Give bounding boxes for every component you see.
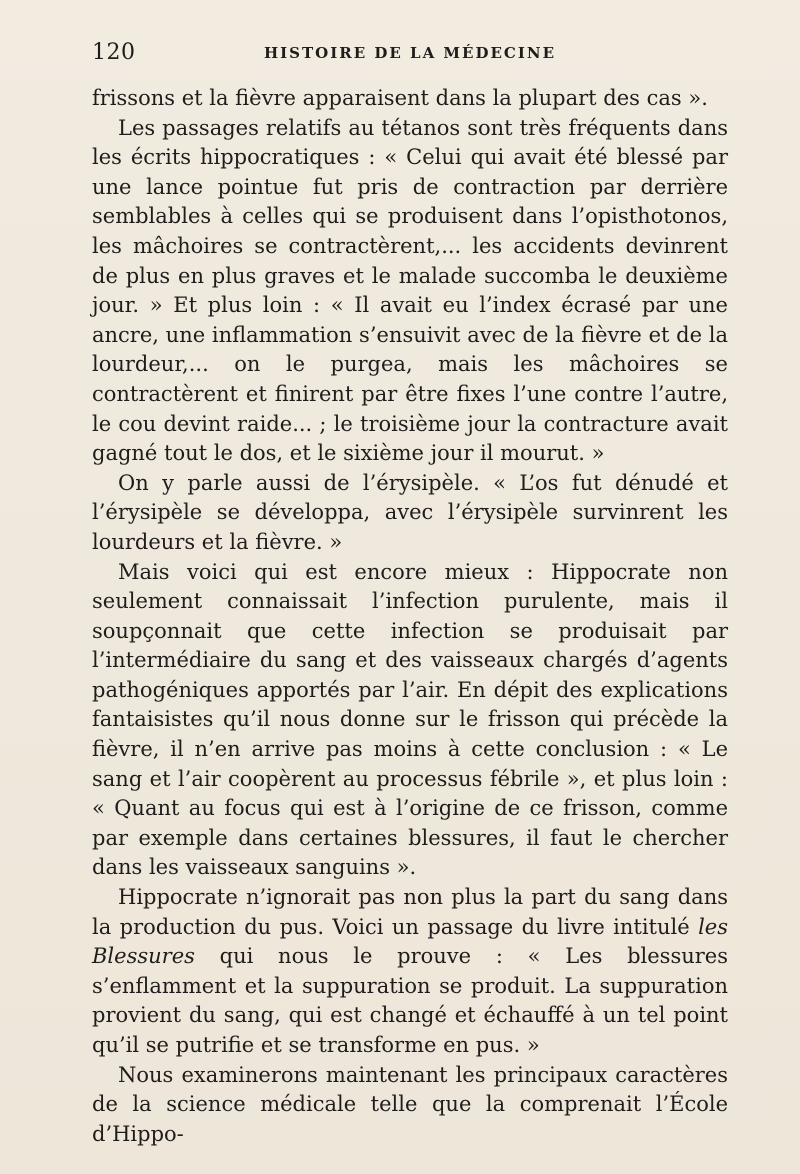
body-text: [92, 84, 728, 1149]
paragraph-continuation: frissons et la fièvre apparaisent dans la plupart des cas ».: [92, 86, 708, 110]
paragraph-pus-production: [92, 883, 728, 1061]
paragraph-pus-text-after: qui nous le prouve : « Les blessures s’enflamment et la suppuration se produit. La suppuration provient du sang, qui est changé et échauffé à un tel point qu’il se putrifie et se transforme en pus. »: [92, 944, 728, 1057]
paragraph-next-section: Nous examinerons maintenant les principaux caractères de la science médicale telle que la comprenait l’École d’Hippo-: [92, 1062, 728, 1146]
book-title-les-blessures: les Blessures: [92, 914, 728, 969]
running-title: HISTOIRE DE LA MÉDECINE: [263, 44, 557, 62]
paragraph-tetanus: Les passages relatifs au tétanos sont très fréquents dans les écrits hippocratiques : « Celui qui avait été blessé par une lance pointue fut pris de contraction par derrière semblables à celles qui se produisent dans l’opisthotonos, les mâchoires se contractèrent,... les accidents devinrent de plus en plus graves et le malade succomba le deuxième jour. » Et plus loin : « Il avait eu l’index écrasé par une ancre, une inflammation s’ensuivit avec de la fièvre et de la lourdeur,... on le purgea, mais les mâchoires se contractèrent et finirent par être fixes l’une contre l’autre, le cou devint raide... ; le troisième jour la contracture avait gagné tout le dos, et le sixième jour il mourut. »: [92, 115, 728, 466]
paragraph-purulent-infection: Mais voici qui est encore mieux : Hippocrate non seulement connaissait l’infection purulente, mais il soupçonnait que cette infection se produisait par l’intermédiaire du sang et des vaisseaux chargés d’agents pathogéniques apportés par l’air. En dépit des explications fantaisistes qu’il nous donne sur le frisson qui précède la fièvre, il n’en arrive pas moins à cette conclusion : « Le sang et l’air coopèrent au processus fébrile », et plus loin : « Quant au focus qui est à l’origine de ce frisson, comme par exemple dans certaines blessures, il faut le chercher dans les vaisseaux sanguins ».: [92, 559, 728, 880]
paragraph-erysipelas: On y parle aussi de l’érysipèle. « L’os fut dénudé et l’érysipèle se développa, avec l’érysipèle survinrent les lourdeurs et la fièvre. »: [92, 470, 728, 554]
paragraph-pus-text-before: Hippocrate n’ignorait pas non plus la part du sang dans la production du pus. Voici un passage du livre intitulé: [92, 885, 728, 939]
running-head: [92, 40, 728, 70]
page-number: 120: [92, 40, 136, 65]
